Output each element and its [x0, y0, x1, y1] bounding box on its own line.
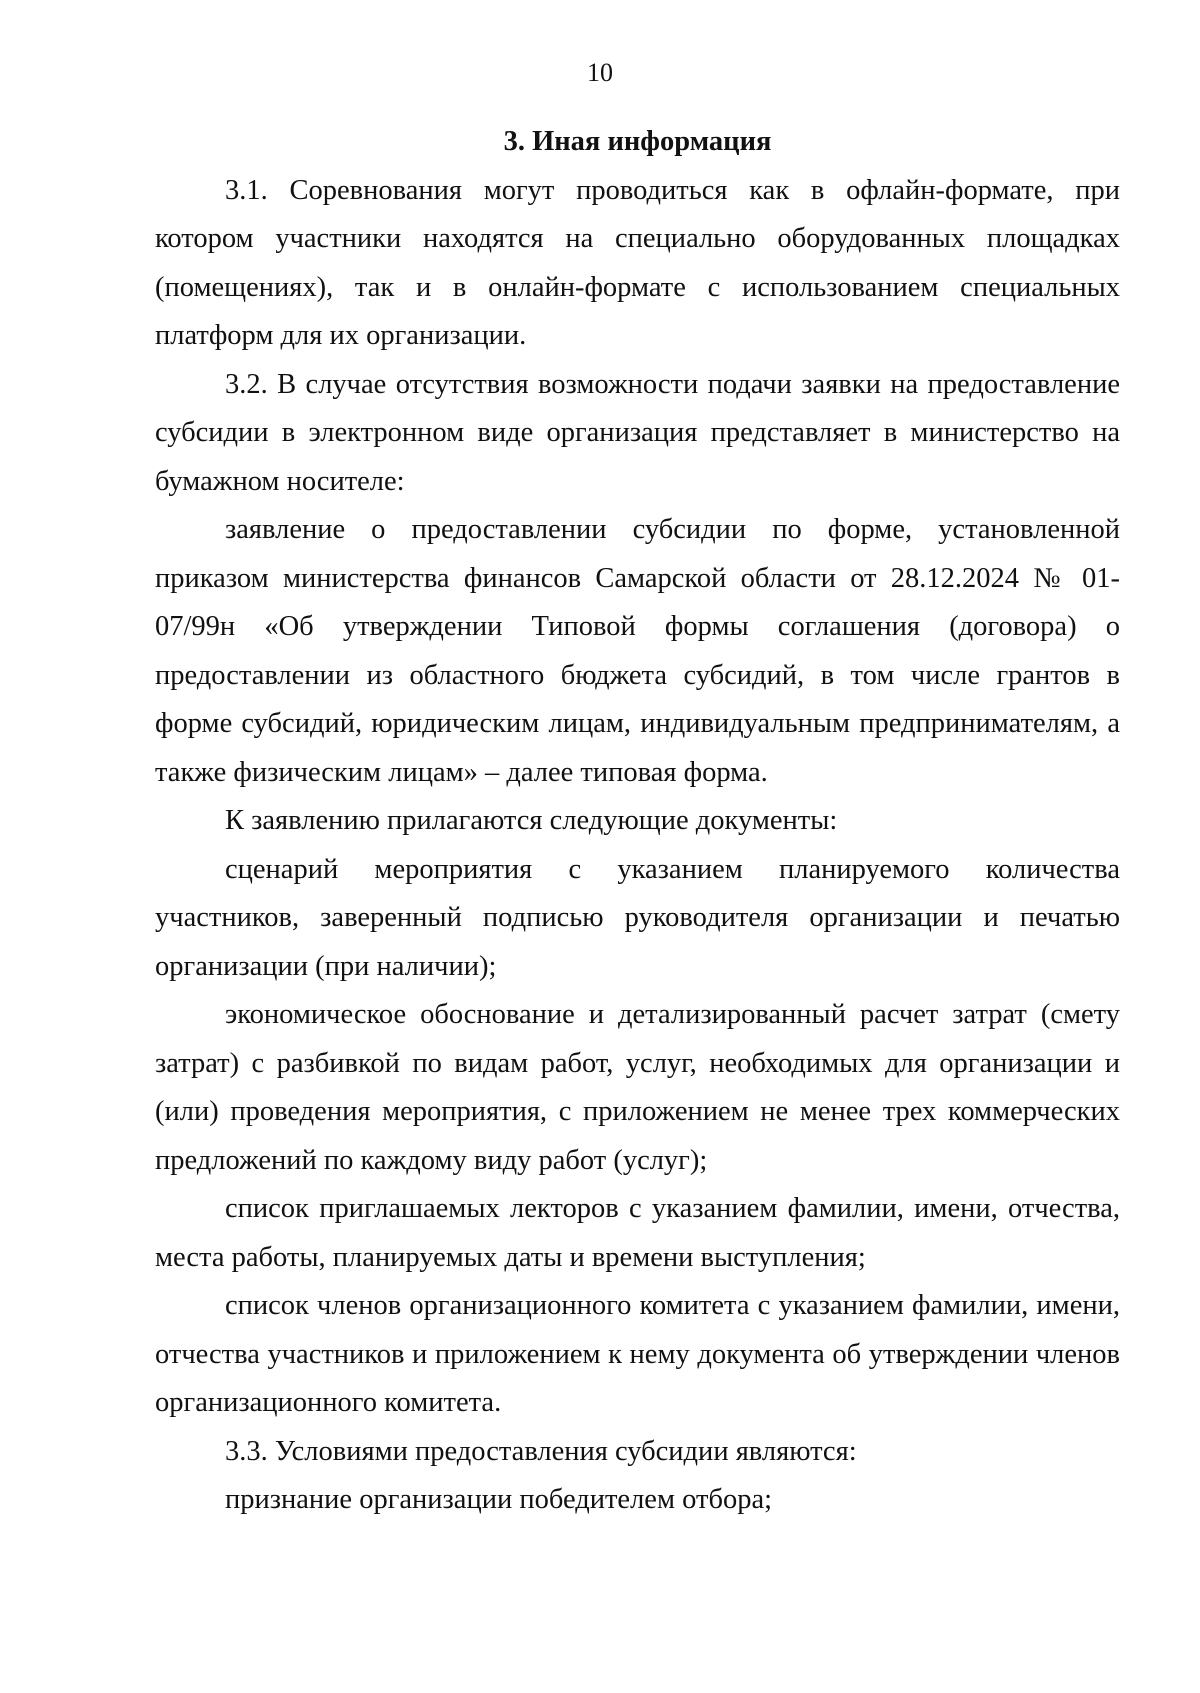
paragraph-attached-documents: К заявлению прилагаются следующие документы: [225, 805, 838, 836]
paragraph-winner-condition: признание организации победителем отбора; [225, 1484, 773, 1515]
paragraph-3-1: 3.1. Соревнования могут проводиться как в офлайн-формате, при котором участники находятся на специально оборудованных площадках (помещениях), так и в онлайн-формате с использованием специальных платформ для их организации. [155, 174, 1120, 351]
paragraph-3-2: 3.2. В случае отсутствия возможности подачи заявки на предоставление субсидии в электронном виде организация представляет в министерство на бумажном носителе: [155, 368, 1120, 497]
paragraph-application-form: заявление о предоставлении субсидии по форме, установленной приказом министерства финансов Самарской области от 28.12.2024 № 01-07/99н «Об утверждении Типовой формы соглашения (договора) о предоставлении из областного бюджета субсидий, в том числе грантов в форме субсидий, юридическим лицам, индивидуальным предпринимателям, а также физическим лицам» – далее типовая форма. [155, 514, 1120, 788]
paragraph-lecturers-list: список приглашаемых лекторов с указанием фамилии, имени, отчества, места работы, планируемых даты и времени выступления; [155, 1193, 1120, 1273]
paragraph-event-scenario: сценарий мероприятия с указанием планируемого количества участников, заверенный подписью руководителя организации и печатью организации (при наличии); [155, 853, 1120, 982]
paragraph-cost-estimate: экономическое обоснование и детализированный расчет затрат (смету затрат) с разбивкой по видам работ, услуг, необходимых для организации и (или) проведения мероприятия, с приложением не менее трех коммерческих предложений по каждому виду работ (услуг); [155, 999, 1120, 1176]
paragraph-3-3: 3.3. Условиями предоставления субсидии являются: [225, 1435, 857, 1467]
page-number: 10 [587, 58, 613, 87]
paragraph-committee-list: список членов организационного комитета с указанием фамилии, имени, отчества участников и приложением к нему документа об утверждении членов организационного комитета. [155, 1290, 1120, 1418]
page-content [155, 118, 1120, 1525]
section-heading: 3. Иная информация [503, 126, 772, 157]
